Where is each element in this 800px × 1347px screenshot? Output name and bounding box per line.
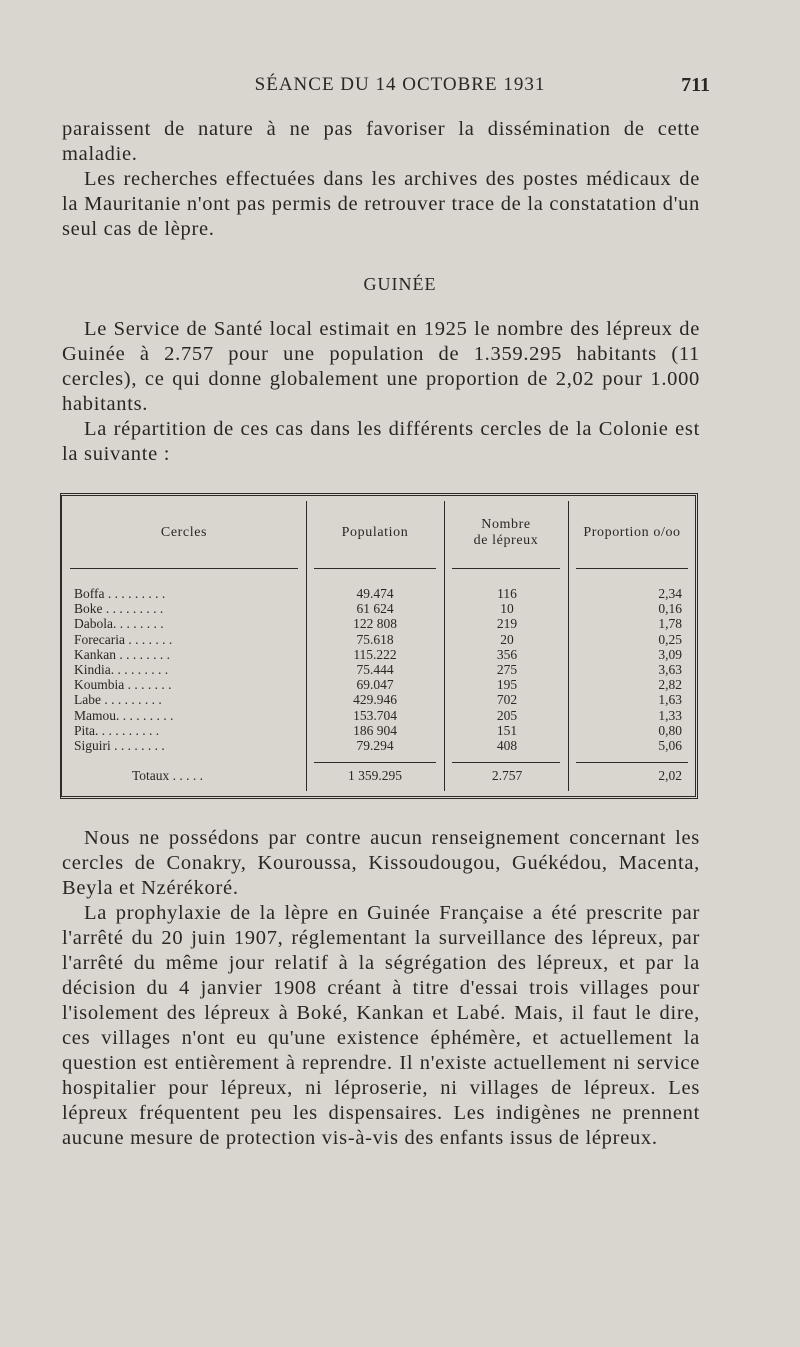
header-title: SÉANCE DU 14 OCTOBRE 1931 [254, 74, 546, 95]
header-nombre-lepreux: Nombre de lépreux [473, 517, 539, 548]
table-row: Dabola. . . . . . . . 122 808 219 1,78 [74, 616, 682, 632]
table-row: Forecaria . . . . . . . 75.618 20 0,25 [74, 631, 682, 647]
table-row: Mamou. . . . . . . . . 153.704 205 1,33 [74, 707, 682, 723]
section-title: GUINÉE [363, 274, 437, 294]
leprosy-table [60, 493, 698, 799]
paragraph-repartition: La répartition de ces cas dans les différents cercles de la Colonie est la suivante : [62, 418, 700, 465]
header-cercles: Cercles [160, 525, 208, 540]
paragraph-mauritanie: Les recherches effectuées dans les archives des postes médicaux de la Mauritanie n'ont pas permis de retrouver trace de la constatation d'un seul cas de lèpre. [62, 168, 700, 240]
header-proportion: Proportion o/oo [583, 525, 681, 540]
paragraph-renseignements: Nous ne possédons par contre aucun renseignement concernant les cercles de Conakry, Kouroussa, Kissoudougou, Guékédou, Macenta, Beyla et Nzérékoré. [62, 827, 700, 899]
table-row: Koumbia . . . . . . . 69.047 195 2,82 [74, 677, 682, 693]
header-population: Population [341, 525, 409, 540]
running-header [0, 74, 800, 102]
totals-lepreux: 2.757 [491, 768, 523, 783]
paragraph-prophylaxie: La prophylaxie de la lèpre en Guinée Française a été prescrite par l'arrêté du 20 juin 1907, réglementant la surveillance des lépreux, par l'arrêté du même jour relatif à la ségrégation des lépreux, et par la décision du 4 janvier 1908 créant à titre d'essai trois villages pour l'isolement des lépreux à Boké, Kankan et Labé. Mais, il faut le dire, ces villages n'ont eu qu'une existence éphémère, et actuellement la question est entièrement à reprendre. Il n'existe actuellement ni service hospitalier pour lépreux, ni léproserie, ni villages de lépreux. Les lépreux fréquentent peu les dispensaires. Les indigènes ne prennent aucune mesure de protection vis-à-vis des enfants issus de lépreux. [62, 902, 700, 1149]
totals-label: Totaux . . . . . [132, 768, 204, 783]
table-row: Boke . . . . . . . . . 61 624 10 0,16 [74, 601, 682, 617]
table-row: Kankan . . . . . . . . 115.222 356 3,09 [74, 646, 682, 662]
paragraph-continuation: paraissent de nature à ne pas favoriser la dissémination de cette maladie. [62, 118, 700, 165]
table-row: Pita. . . . . . . . . . 186 904 151 0,80 [74, 722, 682, 738]
table-row: Labe . . . . . . . . . 429.946 702 1,63 [74, 692, 682, 708]
table-totals-row [62, 768, 695, 786]
page-number: 711 [681, 74, 710, 96]
table-body [62, 586, 695, 753]
table-row: Siguiri . . . . . . . . 79.294 408 5,06 [74, 737, 682, 753]
table-row: Boffa . . . . . . . . . 49.474 116 2,34 [74, 586, 682, 601]
totals-proportion: 2,02 [658, 768, 682, 783]
paragraph-service-sante: Le Service de Santé local estimait en 1925 le nombre des lépreux de Guinée à 2.757 pour une population de 1.359.295 habitants (11 cercles), ce qui donne globalement une proportion de 2,02 pour 1.000 habitants. [62, 318, 700, 415]
table-row: Kindia. . . . . . . . . 75.444 275 3,63 [74, 661, 682, 677]
totals-population: 1 359.295 [348, 768, 402, 783]
